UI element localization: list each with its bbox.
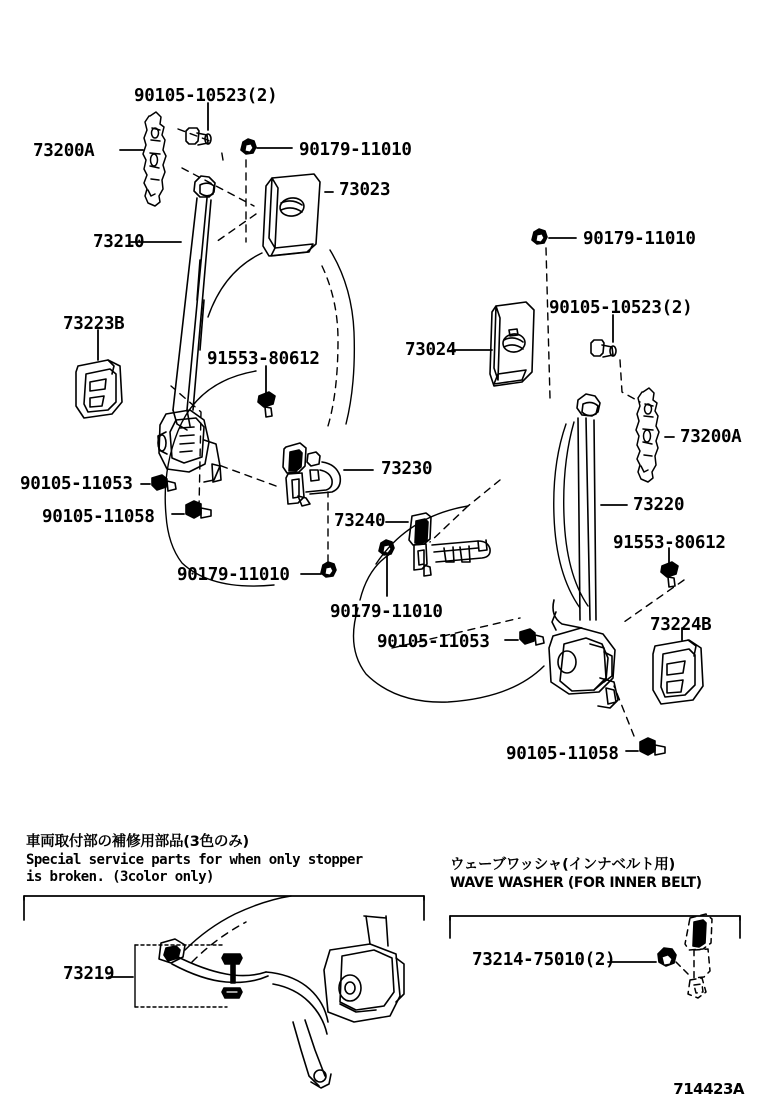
callout-90179-11010-lower-left: 90179-11010 [177,565,290,585]
part-90105-11058-left [186,501,211,518]
detail-73219 [135,896,404,1088]
note-right-japanese: ウェーブワッシャ(インナベルト用) [450,857,676,873]
callout-90179-11010-right: 90179-11010 [583,229,696,249]
part-73223B [76,360,122,418]
callout-73200A-left: 73200A [33,141,95,161]
callout-73214-75010: 73214-75010(2) [472,950,616,970]
callout-90105-11058-left: 90105-11058 [42,507,155,527]
callout-91553-80612-right: 91553-80612 [613,533,726,553]
callout-90105-11053-left: 90105-11053 [20,474,133,494]
callout-90105-10523-left: 90105-10523(2) [134,86,278,106]
callout-90179-11010-left: 90179-11010 [299,140,412,160]
callout-73240: 73240 [334,511,386,531]
callout-90105-11053-right: 90105-11053 [377,632,490,652]
part-73240 [409,513,490,576]
callout-73210: 73210 [93,232,145,252]
part-90179-11010-center [379,540,394,555]
part-73200A-right [636,388,659,482]
part-90105-11058-right [640,738,665,755]
part-91553-80612-left [258,392,275,417]
part-73200A-left [143,112,166,206]
callout-73224B: 73224B [650,615,712,635]
part-90179-11010-left [241,139,256,154]
callout-73024: 73024 [405,340,457,360]
callout-90179-11010-center: 90179-11010 [330,602,443,622]
note-right-english-1: WAVE WASHER (FOR INNER BELT) [450,874,702,891]
callout-91553-80612-left: 91553-80612 [207,349,320,369]
part-73210 [158,176,221,482]
part-90105-10523-left [186,128,211,145]
part-73230 [283,443,340,506]
part-73220 [549,394,618,708]
part-73023 [263,174,320,256]
note-left-english-1: Special service parts for when only stopper [26,851,363,868]
callout-73200A-right: 73200A [680,427,742,447]
callout-73023: 73023 [339,180,391,200]
part-90105-11053-left [152,475,176,491]
note-wave-washer [450,856,702,892]
part-90179-11010-right [532,229,547,244]
note-left-japanese: 車両取付部の補修用部品(3色のみ) [26,834,249,850]
callout-73223B: 73223B [63,314,125,334]
callout-73220: 73220 [633,495,685,515]
part-91553-80612-right [661,562,678,587]
part-90105-11053-right [520,629,544,645]
detail-73214-75010 [658,914,712,998]
callout-73230: 73230 [381,459,433,479]
panel-frames [24,896,740,938]
part-73224B [653,640,703,704]
callout-90105-10523-right: 90105-10523(2) [549,298,693,318]
callout-90105-11058-right: 90105-11058 [506,744,619,764]
note-special-service-parts [26,833,363,887]
part-90179-11010-lower-left [321,562,336,577]
part-73024 [490,302,534,386]
diagram-id: 714423A [673,1080,744,1098]
callout-73219: 73219 [63,964,115,984]
note-left-english-2: is broken. (3color only) [26,869,214,886]
part-90105-10523-right [591,340,616,357]
